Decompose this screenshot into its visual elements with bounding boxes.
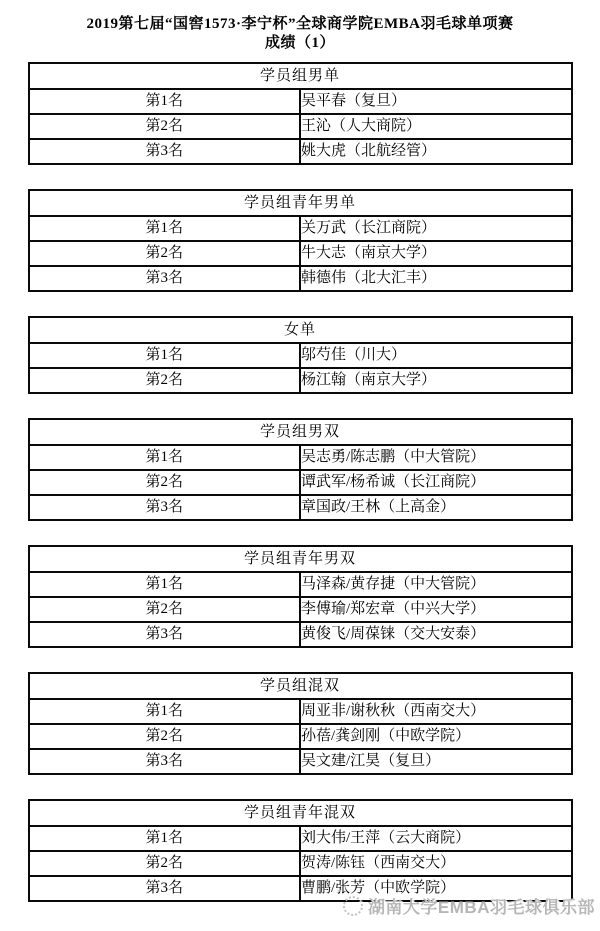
rank-cell: 第2名	[29, 851, 301, 876]
name-cell: 吴平春（复旦）	[300, 89, 572, 114]
table-row	[29, 89, 572, 114]
table-youth-mixed-doubles	[28, 799, 573, 902]
name-cell: 谭武军/杨希诚（长江商院）	[300, 470, 572, 495]
table-row	[29, 216, 572, 241]
name-cell: 邬芍佳（川大）	[300, 343, 572, 368]
name-cell: 黄俊飞/周葆铼（交大安泰）	[300, 622, 572, 647]
name-cell: 章国政/王林（上高金）	[300, 495, 572, 520]
name-cell: 吴文建/江昊（复旦）	[300, 749, 572, 774]
name-cell: 王沁（人大商院）	[300, 114, 572, 139]
table-title: 女单	[29, 317, 572, 343]
name-cell: 韩德伟（北大汇丰）	[300, 266, 572, 291]
rank-cell: 第1名	[29, 216, 301, 241]
table-header-row	[29, 546, 572, 572]
rank-cell: 第3名	[29, 266, 301, 291]
table-title: 学员组青年男单	[29, 190, 572, 216]
name-cell: 姚大虎（北航经管）	[300, 139, 572, 164]
table-row	[29, 699, 572, 724]
rank-cell: 第3名	[29, 876, 301, 901]
table-youth-mens-singles	[28, 189, 573, 292]
rank-cell: 第1名	[29, 445, 301, 470]
document-title-line2: 成绩（1）	[264, 35, 335, 51]
table-row	[29, 749, 572, 774]
table-mens-singles	[28, 62, 573, 165]
rank-cell: 第2名	[29, 114, 301, 139]
document-title-line1: 2019第七届“国窖1573·李宁杯”全球商学院EMBA羽毛球单项赛	[86, 16, 514, 32]
table-row	[29, 266, 572, 291]
name-cell: 李傅瑜/郑宏章（中兴大学）	[300, 597, 572, 622]
table-row	[29, 597, 572, 622]
name-cell: 贺涛/陈钰（西南交大）	[300, 851, 572, 876]
table-header-row	[29, 800, 572, 826]
table-womens-singles	[28, 316, 573, 394]
table-mens-doubles	[28, 418, 573, 521]
name-cell: 周亚非/谢秋秋（西南交大）	[300, 699, 572, 724]
table-title: 学员组男单	[29, 63, 572, 89]
rank-cell: 第2名	[29, 368, 301, 393]
document-header	[0, 0, 600, 53]
table-row	[29, 368, 572, 393]
rank-cell: 第2名	[29, 724, 301, 749]
table-header-row	[29, 419, 572, 445]
rank-cell: 第1名	[29, 89, 301, 114]
rank-cell: 第1名	[29, 699, 301, 724]
rank-cell: 第1名	[29, 343, 301, 368]
name-cell: 曹鹏/张芳（中欧学院）	[300, 876, 572, 901]
table-row	[29, 114, 572, 139]
table-row	[29, 495, 572, 520]
name-cell: 刘大伟/王萍（云大商院）	[300, 826, 572, 851]
table-title: 学员组青年混双	[29, 800, 572, 826]
table-row	[29, 139, 572, 164]
table-row	[29, 470, 572, 495]
name-cell: 马泽森/黄存捷（中大管院）	[300, 572, 572, 597]
name-cell: 孙蓓/龚剑刚（中欧学院）	[300, 724, 572, 749]
table-title: 学员组青年男双	[29, 546, 572, 572]
name-cell: 牛大志（南京大学）	[300, 241, 572, 266]
rank-cell: 第3名	[29, 139, 301, 164]
table-row	[29, 851, 572, 876]
table-header-row	[29, 63, 572, 89]
table-row	[29, 724, 572, 749]
table-title: 学员组混双	[29, 673, 572, 699]
rank-cell: 第3名	[29, 495, 301, 520]
name-cell: 关万武（长江商院）	[300, 216, 572, 241]
name-cell: 杨江翰（南京大学）	[300, 368, 572, 393]
table-mixed-doubles	[28, 672, 573, 775]
rank-cell: 第1名	[29, 826, 301, 851]
rank-cell: 第2名	[29, 241, 301, 266]
table-row	[29, 343, 572, 368]
rank-cell: 第2名	[29, 597, 301, 622]
table-row	[29, 445, 572, 470]
table-row	[29, 241, 572, 266]
table-row	[29, 876, 572, 901]
table-youth-mens-doubles	[28, 545, 573, 648]
table-title: 学员组男双	[29, 419, 572, 445]
table-row	[29, 622, 572, 647]
club-watermark-text: 湖南大学EMBA羽毛球俱乐部	[367, 898, 595, 917]
rank-cell: 第2名	[29, 470, 301, 495]
table-header-row	[29, 673, 572, 699]
rank-cell: 第1名	[29, 572, 301, 597]
rank-cell: 第3名	[29, 622, 301, 647]
table-row	[29, 826, 572, 851]
table-row	[29, 572, 572, 597]
table-header-row	[29, 317, 572, 343]
table-header-row	[29, 190, 572, 216]
name-cell: 吴志勇/陈志鹏（中大管院）	[300, 445, 572, 470]
rank-cell: 第3名	[29, 749, 301, 774]
